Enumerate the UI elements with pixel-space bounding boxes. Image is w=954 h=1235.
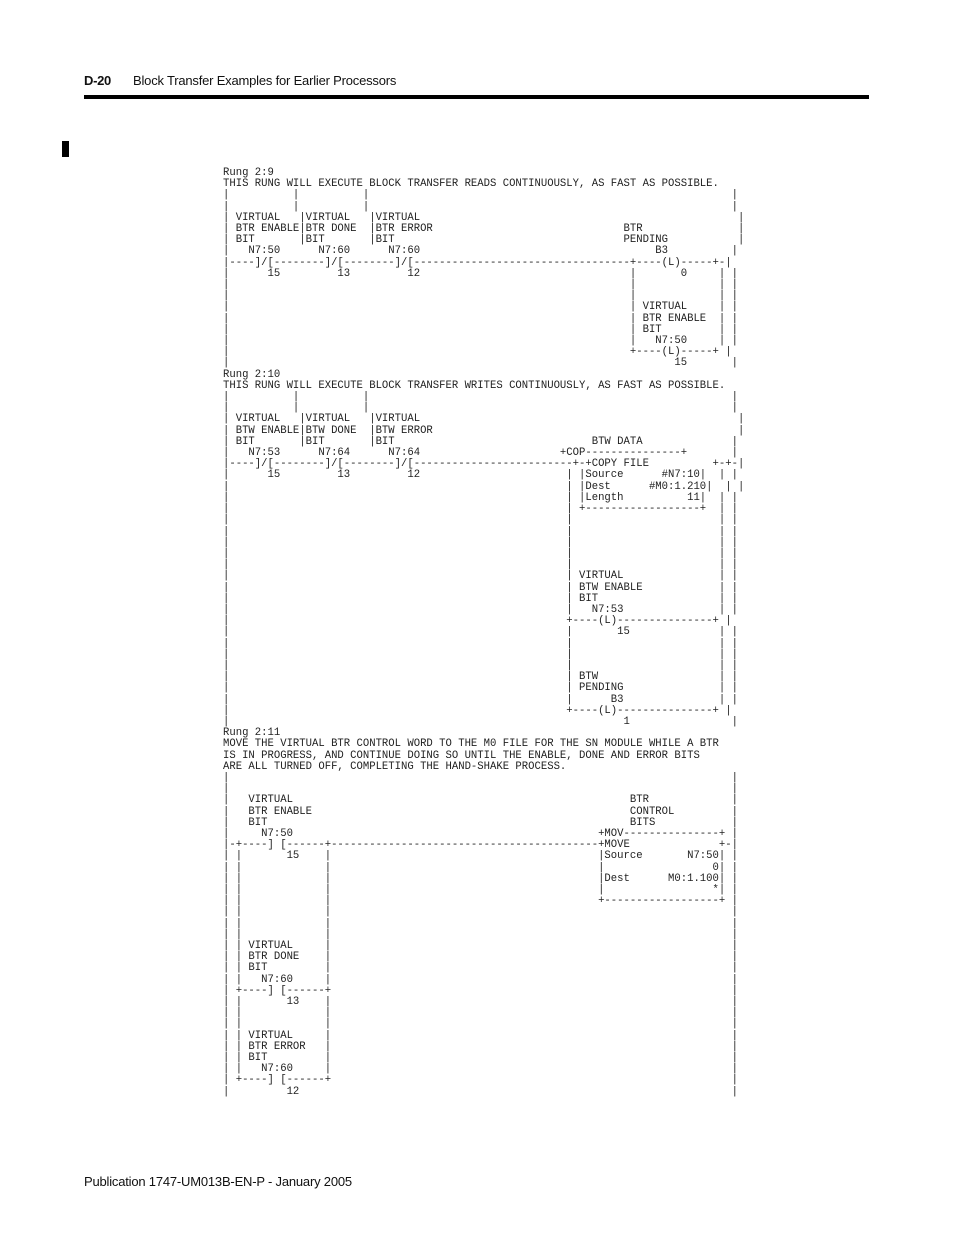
ladder-logic-listing: Rung 2:9 THIS RUNG WILL EXECUTE BLOCK TRANSFER READS CONTINUOUSLY, AS FAST AS POSSIBLE. | | | | | | | | | VIRTUAL |VIRTUAL |VIRTUAL | | BTR ENABLE|BTR DONE |BTR ERROR BTR | | BIT |BIT |BIT PENDING | | N7:50 N7:60 N7:60 B3 | |----]/[--------]/[--------]/[----------------------------------+----(L)-----+-| | 15 13 12 | 0 | | | | | | | | | | | | VIRTUAL | | | | BTR ENABLE | | | | BIT | | | | N7:50 | | | +----(L)-----+ | | 15 | Rung 2:10 THIS RUNG WILL EXECUTE BLOCK TRANSFER WRITES CONTINUOUSLY, AS FAST AS POSSIBLE. | | | | | | | | | VIRTUAL |VIRTUAL |VIRTUAL | | BTW ENABLE|BTW DONE |BTW ERROR | | BIT |BIT |BIT BTW DATA | | N7:53 N7:64 N7:64 +COP---------------+ | |----]/[--------]/[--------]/[-------------------------+-+COPY FILE +-+-| | 15 13 12 | |Source #N7:10| | | | | |Dest #M0:1.210| | | | | |Length 11| | | | | +------------------+ | | | | | | | | | | | | | | | | | | | | | | | | VIRTUAL | | | | BTW ENABLE | | | | BIT | | | | N7:53 | | | +----(L)---------------+ | | | 15 | | | | | | | | | | | | | | | | BTW | | | | PENDING | | | | B3 | | | +----(L)---------------+ | | 1 | Rung 2:11 MOVE THE VIRTUAL BTR CONTROL WORD TO THE M0 FILE FOR THE SN MODULE WHILE A BTR IS IN PROGRESS, AND CONTINUE DOING SO UNTIL THE ENABLE, DONE AND ERROR BITS ARE ALL TURNED OFF, COMPLETING THE HAND-SHAKE PROCESS. | | | | | VIRTUAL BTR | | BTR ENABLE CONTROL | | BIT BITS | | N7:50 +MOV---------------+ | |-+----] [------+------------------------------------------+MOVE +-| | | 15 | |Source N7:50| | | | | | 0| | | | | |Dest M0:1.100| | | | | | *| | | | | +------------------+ | | | | | | | | | | | | | | | VIRTUAL | | | | BTR DONE | | | | BIT | | | | N7:60 | | | +----] [------+ | | | 13 | | | | | | | | | | | | VIRTUAL | | | | BTR ERROR | | | | BIT | | | | N7:60 | | | +----] [------+ | | 12 | xyxy=(223,167,745,1098)
page-number: D-20 xyxy=(84,73,111,88)
page-header xyxy=(84,73,868,91)
publication-footer: Publication 1747-UM013B-EN-P - January 2005 xyxy=(84,1174,352,1189)
header-rule xyxy=(84,95,869,99)
change-bar xyxy=(62,141,69,157)
section-title: Block Transfer Examples for Earlier Processors xyxy=(133,73,397,88)
